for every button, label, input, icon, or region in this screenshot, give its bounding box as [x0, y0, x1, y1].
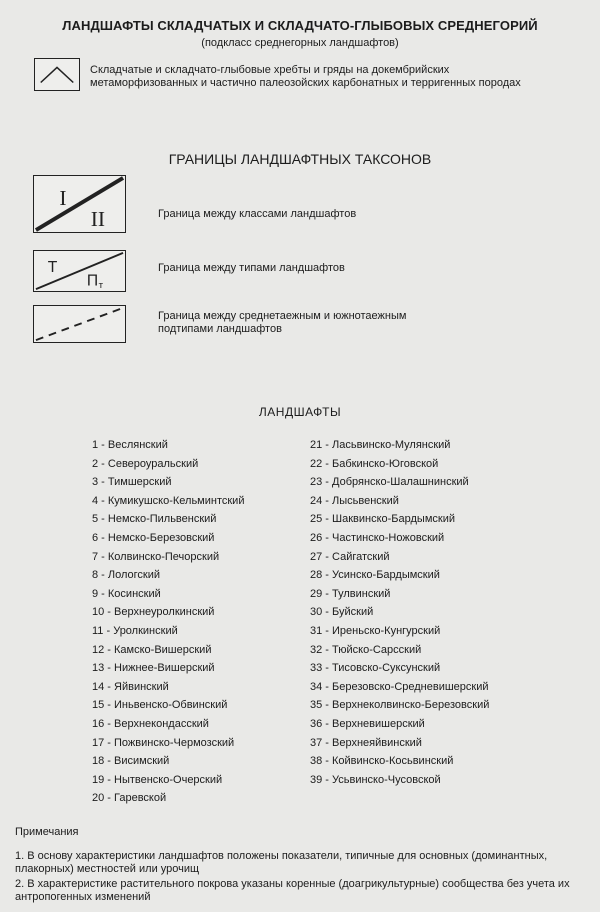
list-item: 13 - Нижнее-Вишерский — [92, 662, 215, 675]
type-lower-subscript: т — [98, 280, 104, 291]
list-item: 33 - Тисовско-Суксунский — [310, 662, 441, 675]
type-lower-label: П — [86, 272, 99, 290]
list-item: 11 - Уролкинский — [92, 624, 178, 637]
list-item: 37 - Верхнеяйвинский — [310, 736, 422, 749]
list-item: 35 - Верхнеколвинско-Березовский — [310, 699, 490, 712]
list-item: 2 - Североуральский — [92, 457, 199, 470]
list-item: 15 - Иньвенско-Обвинский — [92, 699, 228, 712]
list-item: 36 - Верхневишерский — [310, 717, 425, 730]
class-upper-label: I — [59, 186, 67, 210]
class-lower-label: II — [90, 207, 106, 232]
subtype-border-label: Граница между среднетаежным и южнотаежным подтипами ландшафтов — [158, 310, 407, 335]
list-item: 23 - Добрянско-Шалашнинский — [310, 476, 469, 489]
list-item: 17 - Пожвинско-Чермозский — [92, 736, 235, 749]
type-border-label: Граница между типами ландшафтов — [158, 262, 345, 274]
list-item: 4 - Кумикушско-Кельминтский — [92, 494, 245, 507]
list-item: 9 - Косинский — [92, 587, 161, 600]
mountain-symbol-icon — [34, 58, 80, 91]
note-item: 1. В основу характеристики ландшафтов положены показатели, типичные для основных (доминантных, плакорных) местностей или урочищ — [15, 850, 548, 875]
list-item: 18 - Висимский — [92, 755, 170, 768]
list-item: 31 - Иреньско-Кунгурский — [310, 624, 441, 637]
list-item: 3 - Тимшерский — [92, 476, 172, 489]
list-item: 8 - Лологский — [92, 569, 161, 582]
list-item: 16 - Верхнекондасский — [92, 717, 209, 730]
note-item: 2. В характеристике растительного покрова указаны коренные (доагрикультурные) сообщества без учета их антропогенных изменений — [15, 878, 570, 903]
landscape-list-right — [310, 436, 489, 789]
notes-title: Примечания — [15, 826, 79, 838]
section-subtitle: (подкласс среднегорных ландшафтов) — [201, 37, 399, 49]
subtype-border-symbol-icon — [33, 305, 126, 343]
borders-title: ГРАНИЦЫ ЛАНДШАФТНЫХ ТАКСОНОВ — [168, 151, 432, 167]
list-item: 19 - Нытвенско-Очерский — [92, 773, 223, 786]
class-border-label: Граница между классами ландшафтов — [158, 208, 357, 220]
list-item: 7 - Колвинско-Печорский — [92, 550, 220, 563]
legend-main-text: Складчатые и складчато-глыбовые хребты и гряды на докембрийских метаморфизованных и частично палеозойских карбонатных и терригенных породах — [90, 64, 521, 89]
list-item: 30 - Буйский — [310, 606, 374, 619]
landscapes-title: ЛАНДШАФТЫ — [258, 405, 342, 419]
list-item: 27 - Сайгатский — [310, 550, 390, 563]
list-item: 39 - Усьвинско-Чусовской — [310, 773, 441, 786]
landscape-list-left — [92, 436, 244, 808]
type-border-symbol-icon — [33, 250, 126, 292]
section-title: ЛАНДШАФТЫ СКЛАДЧАТЫХ И СКЛАДЧАТО-ГЛЫБОВЫХ СРЕДНЕГОРИЙ — [62, 18, 538, 33]
list-item: 29 - Тулвинский — [310, 587, 391, 600]
list-item: 32 - Тюйско-Сарсский — [310, 643, 422, 656]
list-item: 6 - Немско-Березовский — [92, 531, 215, 544]
list-item: 26 - Частинско-Ножовский — [310, 531, 445, 544]
list-item: 25 - Шаквинско-Бардымский — [310, 513, 455, 526]
list-item: 34 - Березовско-Средневишерский — [310, 680, 489, 693]
list-item: 14 - Яйвинский — [92, 680, 169, 693]
list-item: 20 - Гаревской — [92, 792, 167, 805]
type-upper-label: Т — [47, 259, 58, 276]
list-item: 38 - Койвинско-Косьвинский — [310, 755, 454, 768]
list-item: 22 - Бабкинско-Юговской — [310, 457, 439, 470]
list-item: 12 - Камско-Вишерский — [92, 643, 212, 656]
list-item: 5 - Немско-Пильвенский — [92, 513, 217, 526]
list-item: 28 - Усинско-Бардымский — [310, 569, 440, 582]
list-item: 24 - Лысьвенский — [310, 494, 399, 507]
list-item: 1 - Веслянский — [92, 439, 168, 451]
class-border-symbol-icon — [33, 175, 126, 233]
list-item: 10 - Верхнеуролкинский — [92, 606, 215, 619]
list-item: 21 - Ласьвинско-Мулянский — [310, 439, 451, 451]
